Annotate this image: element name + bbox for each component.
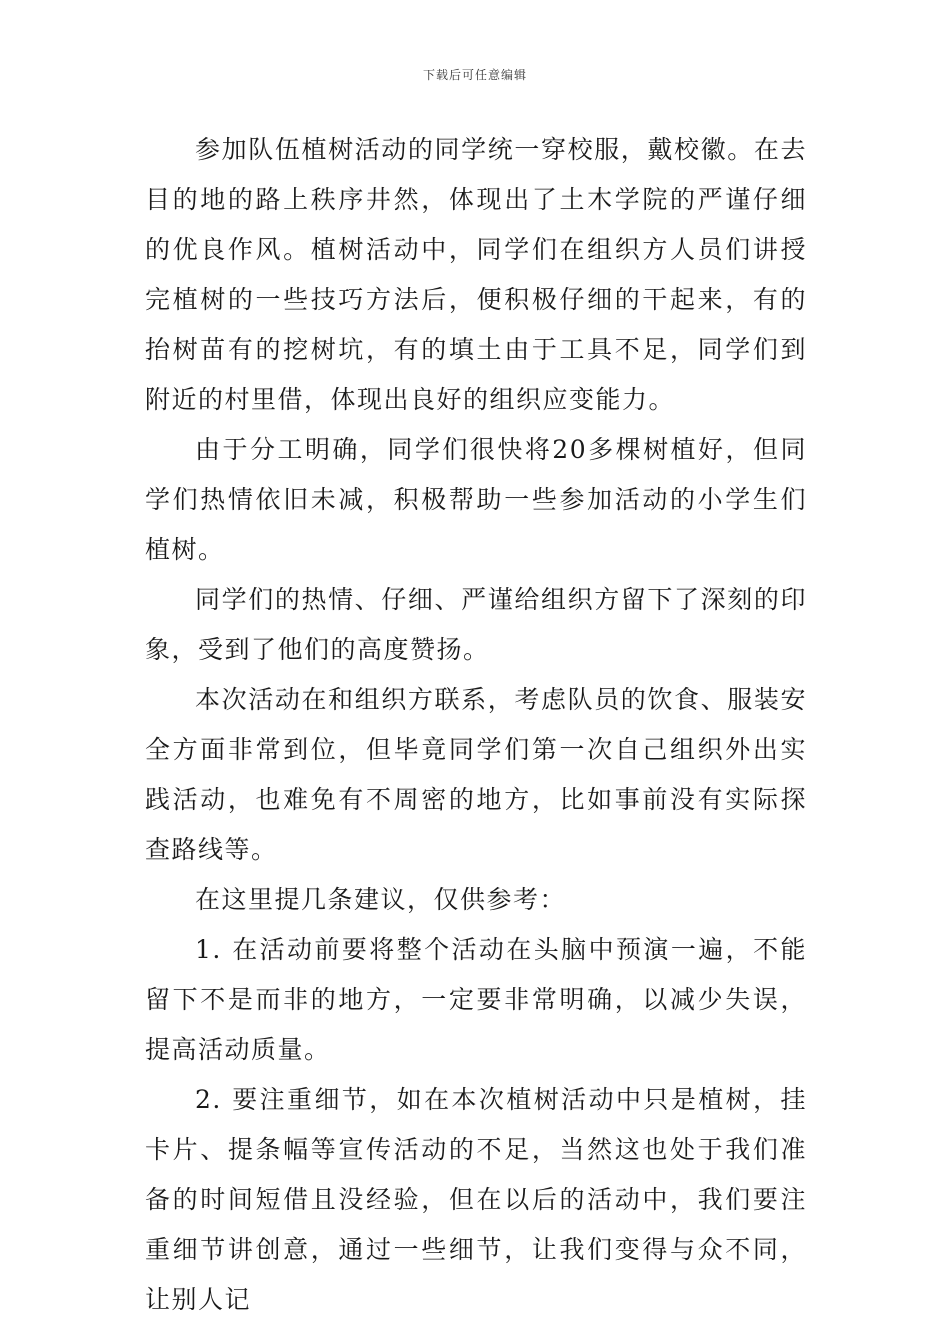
paragraph-impression: 同学们的热情、仔细、严谨给组织方留下了深刻的印象，受到了他们的高度赞扬。 (145, 585, 807, 664)
paragraph-division-of-labor: 由于分工明确，同学们很快将20多棵树植好，但同学们热情依旧未减，积极帮助一些参加活动的小学生们植树。 (145, 435, 807, 564)
header-note: 下载后可任意编辑 (422, 68, 527, 82)
paragraph-suggestion-2: 2. 要注重细节，如在本次植树活动中只是植树，挂卡片、提条幅等宣传活动的不足，当然这也处于我们准备的时间短借且没经验，但在以后的活动中，我们要注重细节讲创意，通过一些细节，让我们变得与众不同，让别人记 (145, 1085, 807, 1314)
paragraph-tree-planting-conduct: 参加队伍植树活动的同学统一穿校服，戴校徽。在去目的地的路上秩序井然，体现出了土木学院的严谨仔细的优良作风。植树活动中，同学们在组织方人员们讲授完植树的一些技巧方法后，便积极仔细的干起来，有的抬树苗有的挖树坑，有的填土由于工具不足，同学们到附近的村里借，体现出良好的组织应变能力。 (145, 135, 807, 414)
paragraph-suggestion-1: 1. 在活动前要将整个活动在头脑中预演一遍，不能留下不是而非的地方，一定要非常明确，以减少失误，提高活动质量。 (145, 935, 807, 1064)
paragraph-suggestions-intro: 在这里提几条建议，仅供参考： (195, 885, 567, 914)
paragraph-shortcomings: 本次活动在和组织方联系，考虑队员的饮食、服装安全方面非常到位，但毕竟同学们第一次自己组织外出实践活动，也难免有不周密的地方，比如事前没有实际探查路线等。 (145, 685, 807, 864)
document-body (145, 125, 807, 1325)
